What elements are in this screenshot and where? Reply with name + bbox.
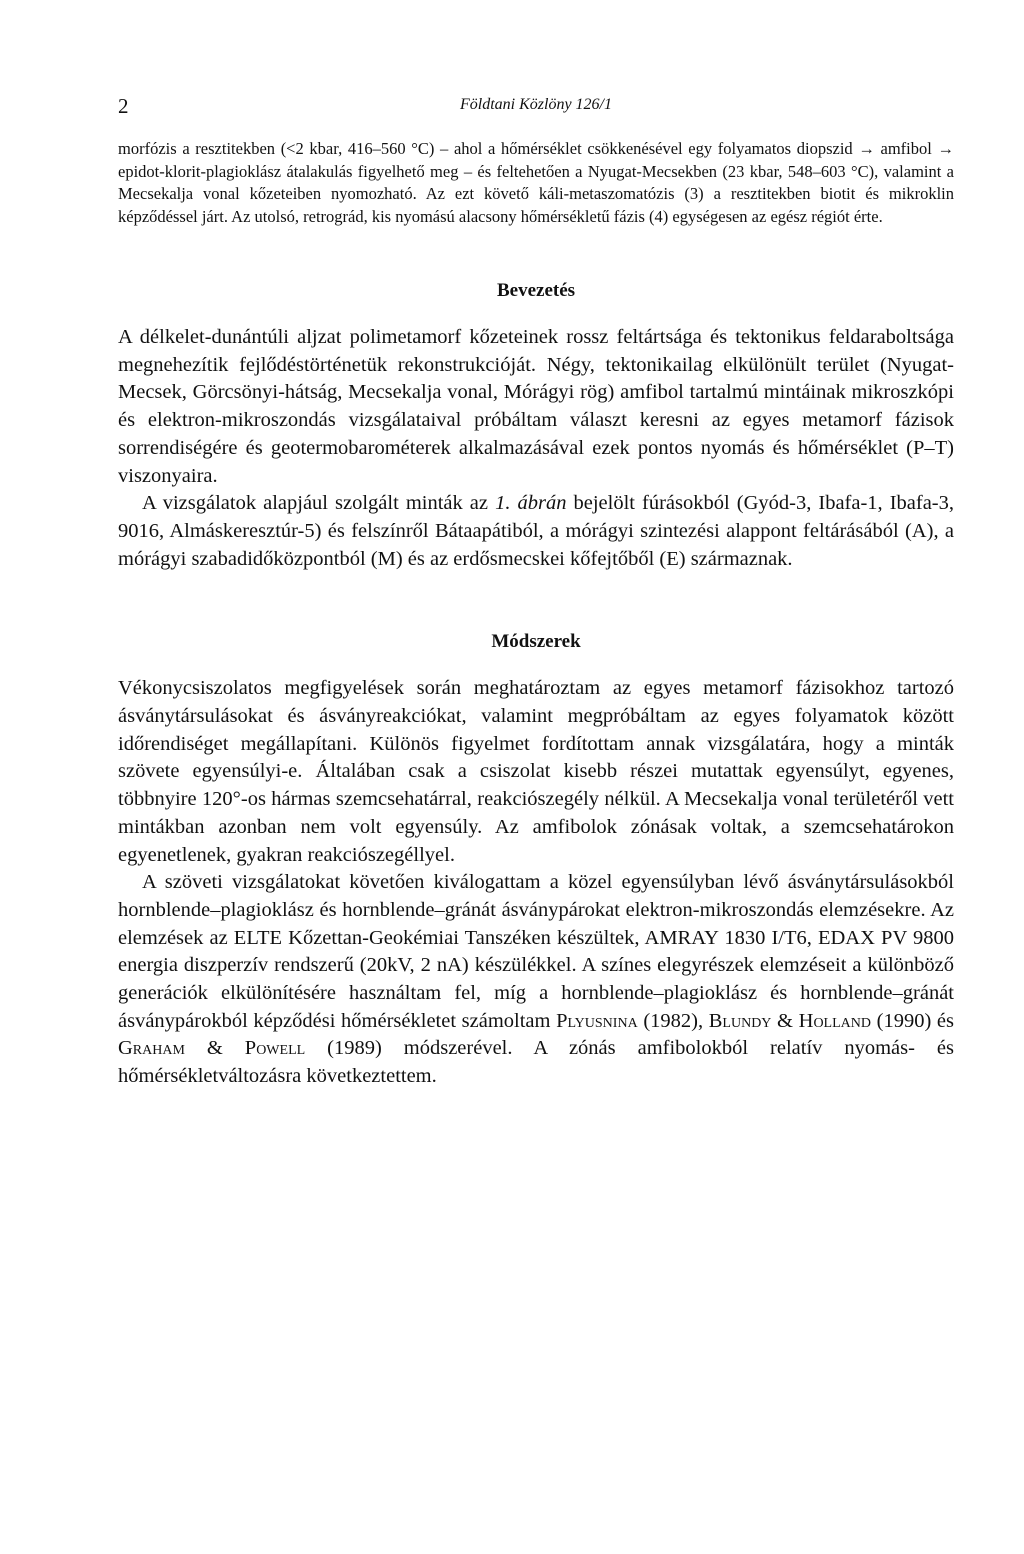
intro-p2-text-a: A vizsgálatok alapjául szolgált minták az	[142, 492, 496, 515]
citation-author-2: Blundy & Holland	[708, 1009, 871, 1032]
intro-paragraph-1: A délkelet-dunántúli aljzat polimetamorf kőzeteinek rossz feltártsága és tektonikus feldaraboltsága megnehezítik fejlődéstörténetük rekonstrukcióját. Négy, tektonikailag elkülönült terület (Nyugat-Mecsek, Görcsönyi-hátság, Mecsekalja vonal, Mórágyi rög) amfibol tartalmú mintáinak mikroszkópi és elektron-mikroszondás vizsgálataival próbáltam választ keresni az egyes metamorf fázisok sorrendiségére és geotermobarométerek alkalmazásával ezek pontos nyomás és hőmérséklet (P–T) viszonyaira.	[118, 326, 954, 487]
figure-reference: 1. ábrán	[495, 492, 567, 515]
document-page	[118, 94, 954, 1091]
section-heading-intro: Bevezetés	[496, 280, 576, 301]
methods-section	[118, 675, 954, 1091]
citation-author-1: Plyusnina	[556, 1009, 638, 1032]
intro-p2-text-b: bejelölt fúrásokból (Gyód-3, Ibafa-1, Ibafa-3, 9016, Almáskeresztúr-5) és felszínről Bátaapátiból, a mórágyi szintezési alappont feltárásából (A), a mórágyi szabadidőközpontból (M) és az erdősmecskei kőfejtőből (E) származnak.	[118, 492, 955, 570]
journal-title: Földtani Közlöny 126/1	[460, 96, 612, 113]
intro-paragraph-2	[118, 490, 954, 573]
page-number: 2	[118, 94, 129, 118]
methods-paragraph-2	[118, 869, 954, 1091]
methods-p2-text-b: (1982),	[637, 1009, 709, 1032]
abstract-section	[118, 138, 954, 228]
methods-paragraph-1: Vékonycsiszolatos megfigyelések során meghatároztam az egyes metamorf fázisokhoz tartozó ásványtársulásokat és ásványreakciókat, valamint megpróbáltam az egyes folyamatok között időrendiséget megállapítani. Különös figyelmet fordítottam annak vizsgálatára, hogy a minták szövete egyensúlyi-e. Általában csak a csiszolat kisebb részei mutattak egyensúlyt, egyenes, többnyire 120°-os hármas szemcsehatárral, reakciószegély nélkül. A Mecsekalja vonal területéről vett mintákban azonban nem volt egyensúly. Az amfibolok zónásak voltak, a szemcsehatárokon egyenetlenek, gyakran reakciószegéllyel.	[118, 677, 954, 866]
abstract-paragraph: morfózis a resztitekben (<2 kbar, 416–560 °C) – ahol a hőmérséklet csökkenésével egy folyamatos diopszid → amfibol → epidot-klorit-plagioklász átalakulás figyelhető meg – és feltehetően a Nyugat-Mecsekben (23 kbar, 548–603 °C), valamint a Mecsekalja vonal kőzeteiben nyomozható. Az ezt követő káli-metaszomatózis (3) a resztitekben biotit és mikroklin képződéssel járt. Az utolsó, retrográd, kis nyomású alacsony hőmérsékletű fázis (4) egységesen az egész régiót érte.	[118, 139, 954, 226]
methods-p2-text-d: (1989) módszerével. A zónás amfibolokból relatív nyomás- és hőmérsékletváltozásra következtettem.	[118, 1037, 954, 1088]
section-heading-methods: Módszerek	[491, 631, 581, 653]
methods-p2-text-c: (1990) és	[871, 1009, 955, 1032]
page-header	[118, 94, 954, 124]
methods-p2-text-a: A szöveti vizsgálatokat követően kiválogattam a közel egyensúlyban lévő ásványtársulásokból hornblende–plagioklász és hornblende–gránát ásványpárokat elektron-mikroszondás elemzésekre. Az elemzések az ELTE Kőzettan-Geokémiai Tanszéken készültek, AMRAY 1830 I/T6, EDAX PV 9800 energia diszperzív rendszerű (20kV, 2 nA) készülékkel. A színes elegyrészek elemzéseit a különböző generációk elkülönítésére használtam fel, míg a hornblende–plagioklász és hornblende–gránát ásványpárokból képződési hőmérsékletet számoltam	[118, 871, 954, 1032]
intro-section	[118, 324, 954, 573]
citation-author-3: Graham & Powell	[118, 1037, 306, 1060]
